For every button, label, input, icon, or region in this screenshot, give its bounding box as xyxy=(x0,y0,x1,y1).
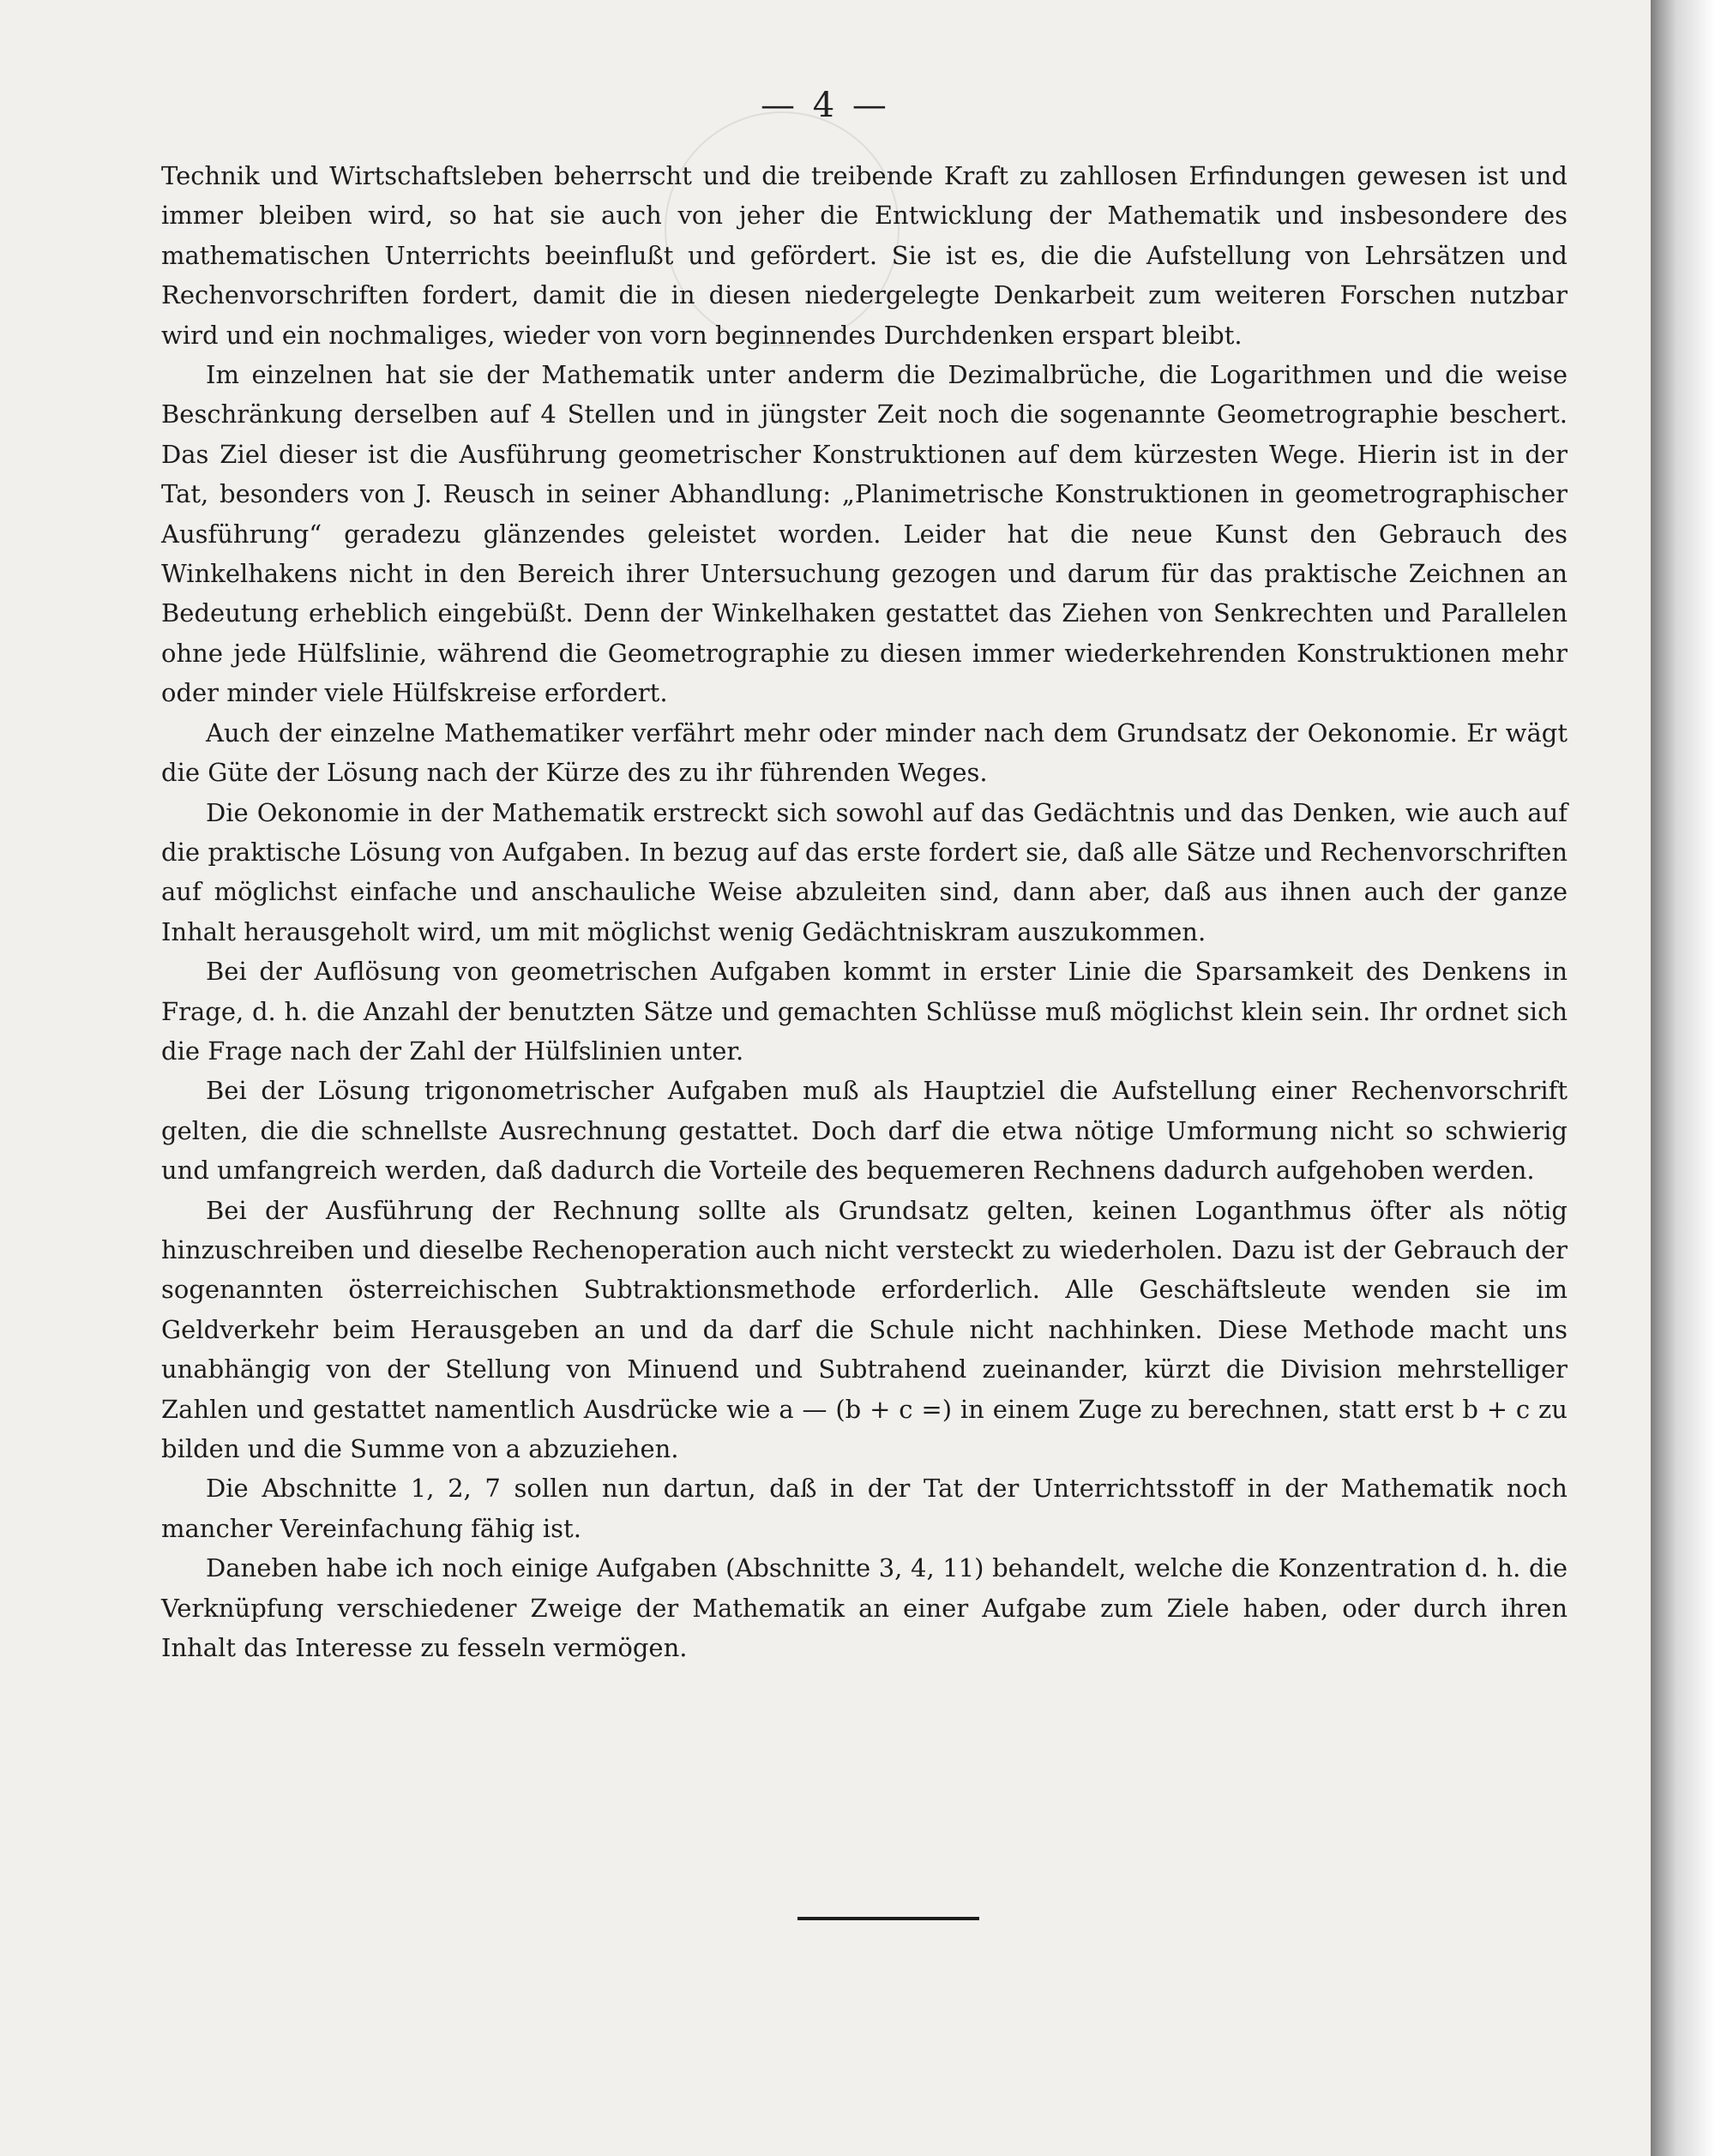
paragraph-1: Technik und Wirtschaftsleben beherrscht und die treibende Kraft zu zahllosen Erfindungen gewesen ist und immer bleiben wird, so hat sie auch von jeher die Entwicklung der Mathematik und insbesondere des mathematischen Unterrichts beeinflußt und gefördert. Sie ist es, die die Aufstellung von Lehrsätzen und Rechenvorschriften fordert, damit die in diesen niedergelegte Denkarbeit zum weiteren Forschen nutzbar wird und ein nochmaliges, wieder von vorn beginnendes Durchdenken erspart bleibt. xyxy=(161,161,1568,350)
paragraph-7: Bei der Ausführung der Rechnung sollte als Grundsatz gelten, keinen Loganthmus öfter als nötig hinzuschreiben und dieselbe Rechenoperation auch nicht versteckt zu wiederholen. Dazu ist der Gebrauch der sogenannten österreichischen Subtraktionsmethode erforderlich. Alle Geschäftsleute wenden sie im Geldverkehr beim Herausgeben an und da darf die Schule nicht nachhinken. Diese Methode macht uns unabhängig von der Stellung von Minuend und Subtrahend zueinander, kürzt die Division mehrstelliger Zahlen und gestattet namentlich Ausdrücke wie a — (b + c =) in einem Zuge zu berechnen, statt erst b + c zu bilden und die Summe von a abzuziehen. xyxy=(161,1195,1568,1463)
paragraph-5: Bei der Auflösung von geometrischen Aufgaben kommt in erster Linie die Sparsamkeit des Denkens in Frage, d. h. die Anzahl der benutzten Sätze und gemachten Schlüsse muß möglichst klein sein. Ihr ordnet sich die Frage nach der Zahl der Hülfslinien unter. xyxy=(161,957,1568,1066)
paragraph-2: Im einzelnen hat sie der Mathematik unter anderm die Dezimalbrüche, die Logarithmen und die weise Beschränkung derselben auf 4 Stellen und in jüngster Zeit noch die sogenannte Geometrographie beschert. Das Ziel dieser ist die Ausführung geometrischer Konstruktionen auf dem kürzesten Wege. Hierin ist in der Tat, besonders von J. Reusch in seiner Abhandlung: „Planimetrische Konstruktionen in geometrographischer Ausführung“ geradezu glänzendes geleistet worden. Leider hat die neue Kunst den Gebrauch des Winkelhakens nicht in den Bereich ihrer Untersuchung gezogen und darum für das praktische Zeichnen an Bedeutung erheblich eingebüßt. Denn der Winkelhaken gestattet das Ziehen von Senkrechten und Parallelen ohne jede Hülfslinie, während die Geometrographie zu diesen immer wiederkehrenden Konstruktionen mehr oder minder viele Hülfskreise erfordert. xyxy=(161,360,1568,708)
paragraph-9: Daneben habe ich noch einige Aufgaben (Abschnitte 3, 4, 11) behandelt, welche die Konzentration d. h. die Verknüpfung verschiedener Zweige der Mathematik an einer Aufgabe zum Ziele haben, oder durch ihren Inhalt das Interesse zu fesseln vermögen. xyxy=(161,1553,1568,1663)
page-number: — 4 — xyxy=(761,86,890,125)
closing-rule xyxy=(797,1917,979,1920)
paragraph-4: Die Oekonomie in der Mathematik erstreckt sich sowohl auf das Gedächtnis und das Denken, wie auch auf die praktische Lösung von Aufgaben. In bezug auf das erste fordert sie, daß alle Sätze und Rechenvorschriften auf möglichst einfache und anschauliche Weise abzuleiten sind, dann aber, daß aus ihnen auch der ganze Inhalt herausgeholt wird, um mit möglichst wenig Gedächtniskram auszukommen. xyxy=(161,797,1568,946)
paragraph-3: Auch der einzelne Mathematiker verfährt mehr oder minder nach dem Grundsatz der Oekonomie. Er wägt die Güte der Lösung nach der Kürze des zu ihr führenden Weges. xyxy=(161,718,1568,788)
paragraph-8: Die Abschnitte 1, 2, 7 sollen nun dartun, daß in der Tat der Unterrichtsstoff in der Mathematik noch mancher Vereinfachung fähig ist. xyxy=(161,1474,1568,1543)
body-text xyxy=(161,156,1568,1667)
page-gutter-shadow xyxy=(1651,0,1715,2156)
paragraph-6: Bei der Lösung trigonometrischer Aufgaben muß als Hauptziel die Aufstellung einer Rechenvorschrift gelten, die die schnellste Ausrechnung gestattet. Doch darf die etwa nötige Umformung nicht so schwierig und umfangreich werden, daß dadurch die Vorteile des bequemeren Rechnens dadurch aufgehoben werden. xyxy=(161,1076,1568,1186)
